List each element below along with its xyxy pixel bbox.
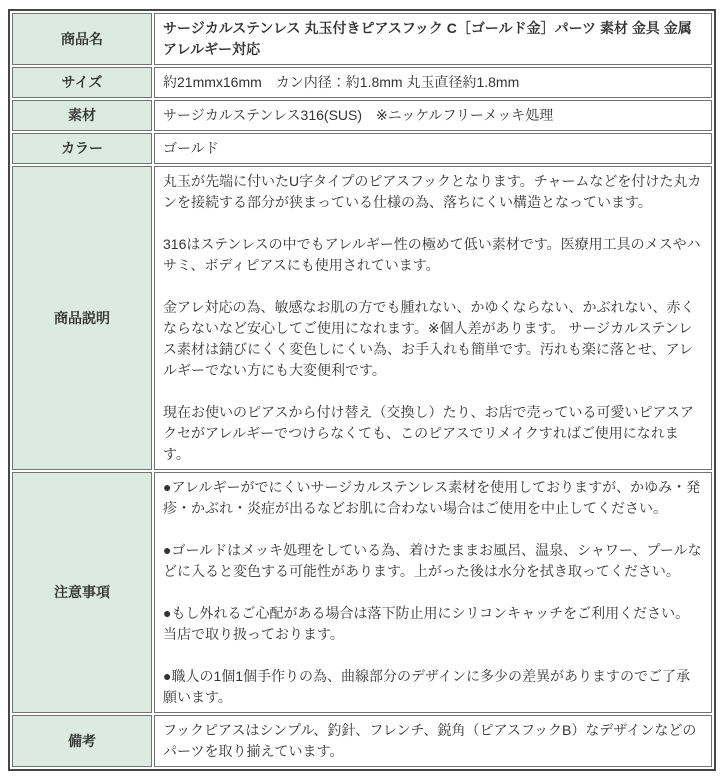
precaution-item-4: ●職人の1個1個手作りの為、曲線部分のデザインに多少の差異がありますのでご了承願います。 [163, 668, 691, 705]
product-spec-table [8, 9, 716, 771]
blank-line [163, 645, 703, 666]
color-text: ゴールド [163, 140, 219, 156]
row-content-material [154, 100, 712, 131]
row-content-description [154, 166, 712, 470]
description-paragraph-2: 316はステンレスの中でもアレルギー性の極めて低い素材です。医療用工具のメスやハサミ、ボディピアスにも使用されています。 [163, 236, 701, 273]
precaution-item-3: ●もし外れるご心配がある場合は落下防止用にシリコンキャッチをご利用ください。当店で取り扱っております。 [163, 605, 690, 642]
blank-line [163, 381, 703, 402]
blank-line [163, 213, 703, 234]
row-content-size [154, 67, 712, 98]
row-content-product-name [154, 13, 712, 65]
table-row-color [12, 133, 712, 164]
size-text: 約21mmx16mm カン内径：約1.8mm 丸玉直径約1.8mm [163, 74, 520, 90]
table-row-size [12, 67, 712, 98]
row-label-description: 商品説明 [12, 166, 152, 470]
table-row-description [12, 166, 712, 470]
description-paragraph-1: 丸玉が先端に付いたU字タイプのピアスフックとなります。チャームなどを付けた丸カンを接続する部分が狭まっている仕様の為、落ちにくい構造となっています。 [163, 173, 702, 210]
table-row-material [12, 100, 712, 131]
material-text: サージカルステンレス316(SUS) ※ニッケルフリーメッキ処理 [163, 107, 554, 123]
precaution-item-1: ●アレルギーがでにくいサージカルステンレス素材を使用しておりますが、かゆみ・発疹・かぶれ・炎症が出るなどお肌に合わない場合はご使用を中止してください。 [163, 479, 701, 516]
blank-line [163, 582, 703, 603]
row-content-color [154, 133, 712, 164]
blank-line [163, 519, 703, 540]
row-content-precautions [154, 472, 712, 713]
row-label-material: 素材 [12, 100, 152, 131]
row-label-precautions: 注意事項 [12, 472, 152, 713]
row-label-product-name: 商品名 [12, 13, 152, 65]
description-paragraph-3: 金アレ対応の為、敏感なお肌の方でも腫れない、かゆくならない、かぶれない、赤くならないなど安心してご使用になれます。※個人差があります。 サージカルステンレス素材は錆びにくく変色しにくい為、お手入れも簡単です。汚れも楽に落とせ、アレルギーでない方にも大変便利です。 [163, 299, 695, 378]
table-row-remarks [12, 715, 712, 767]
table-row-product-name [12, 13, 712, 65]
row-label-remarks: 備考 [12, 715, 152, 767]
blank-line [163, 276, 703, 297]
row-content-remarks [154, 715, 712, 767]
table-row-precautions [12, 472, 712, 713]
product-name-text: サージカルステンレス 丸玉付きピアスフック C［ゴールド金］パーツ 素材 金具 金属アレルギー対応 [163, 20, 692, 57]
row-label-color: カラー [12, 133, 152, 164]
description-paragraph-4: 現在お使いのピアスから付け替え（交換し）たり、お店で売っている可愛いピアスアクセがアレルギーでつけらなくても、このピアスでリメイクすればご使用になれます。 [163, 404, 694, 462]
row-label-size: サイズ [12, 67, 152, 98]
precaution-item-2: ●ゴールドはメッキ処理をしている為、着けたままお風呂、温泉、シャワー、プールなどに入ると変色する可能性があります。上がった後は水分を拭き取ってください。 [163, 542, 702, 579]
remarks-text: フックピアスはシンプル、釣針、フレンチ、鋭角（ピアスフックB）なデザインなどのパーツを取り揃えています。 [163, 722, 697, 759]
